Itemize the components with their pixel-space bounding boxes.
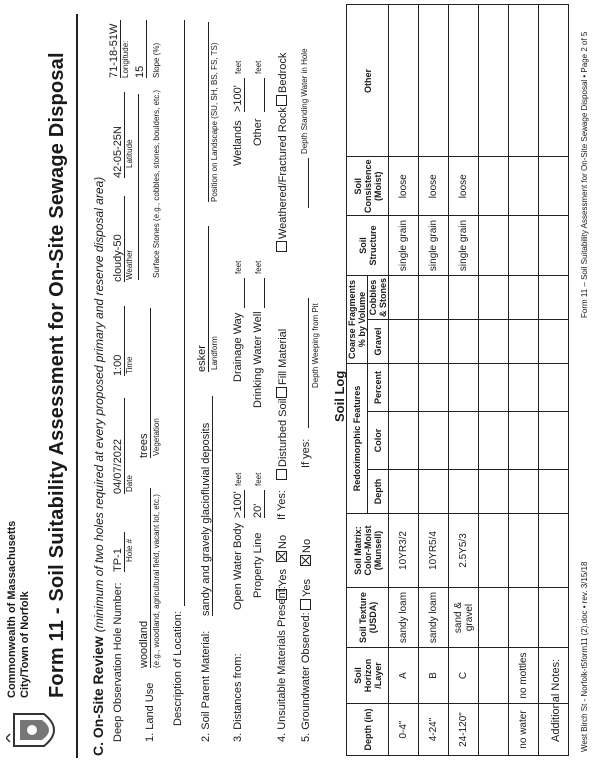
table-row (449, 5, 479, 756)
hole-caption: Hole # (125, 538, 134, 562)
cell-cobbles[interactable] (449, 276, 479, 320)
header-redox: Redoximorphic Features (347, 364, 368, 514)
cell-texture[interactable] (479, 588, 509, 648)
cell-structure[interactable]: single grain (449, 216, 479, 276)
cell-horizon[interactable]: no mottles (509, 648, 539, 704)
cell-horizon[interactable]: C (449, 648, 479, 704)
header-redox-depth: Depth (368, 470, 389, 514)
header-coarse: Coarse Fragments % by Volume (347, 276, 368, 364)
cell-redox-color[interactable] (479, 412, 509, 470)
cell-redox-color[interactable] (449, 412, 479, 470)
header-redox-percent: Percent (368, 364, 389, 412)
cell-texture[interactable] (509, 588, 539, 648)
cell-redox-percent[interactable] (479, 364, 509, 412)
time-caption: Time (125, 356, 134, 374)
drainage-way-label: Drainage Way (232, 312, 244, 382)
cell-depth[interactable]: 24-120" (449, 704, 479, 756)
date-field[interactable]: 04/07/2022 (112, 398, 125, 494)
footer-right: Form 11 – Soil Suitability Assessment for On-Site Sewage Disposal • Page 2 of 5 (580, 31, 589, 318)
table-row (389, 5, 419, 756)
drinking-well-field[interactable] (252, 278, 265, 308)
groundwater-label: 5. Groundwater Observed: (300, 612, 312, 742)
cell-cobbles[interactable] (389, 276, 419, 320)
cell-redox-color[interactable] (539, 412, 569, 470)
unsuitable-no-checkbox[interactable] (276, 551, 287, 562)
cell-other[interactable] (389, 5, 419, 157)
table-row (539, 5, 569, 756)
cell-gravel[interactable] (419, 320, 449, 364)
cell-redox-depth[interactable] (509, 470, 539, 514)
cell-matrix[interactable] (479, 514, 509, 588)
header-rule (76, 14, 78, 758)
cell-consistence[interactable] (539, 157, 569, 216)
table-row (419, 5, 449, 756)
cell-texture[interactable]: sandy loam (389, 588, 419, 648)
cell-gravel[interactable] (449, 320, 479, 364)
parent-material-field[interactable]: sandy and gravely glaciofluvial deposits (200, 396, 213, 616)
fill-material-checkbox[interactable] (276, 387, 287, 398)
position-landscape-caption: Position on Landscape (SU, SH, BS, FS, TS) (210, 42, 219, 202)
cell-redox-color[interactable] (509, 412, 539, 470)
cell-depth[interactable]: no water (509, 704, 539, 756)
landform-caption: Landform (210, 336, 219, 370)
deep-hole-label: Deep Observation Hole Number: (112, 582, 124, 742)
cell-horizon[interactable]: A (389, 648, 419, 704)
open-water-feet: feet (234, 472, 243, 486)
depth-weeping-caption: Depth Weeping from Pit (311, 303, 320, 388)
cell-redox-percent[interactable] (539, 364, 569, 412)
cell-other[interactable] (449, 5, 479, 157)
cell-redox-depth[interactable] (389, 470, 419, 514)
description-location-label: Description of Location: (172, 611, 184, 726)
cell-other[interactable] (509, 5, 539, 157)
drinking-well-label: Drinking Water Well (252, 311, 264, 408)
time-field[interactable]: 1:00 (112, 306, 125, 376)
cell-consistence[interactable]: loose (449, 157, 479, 216)
cell-horizon[interactable] (479, 648, 509, 704)
cell-matrix[interactable] (509, 514, 539, 588)
cell-consistence[interactable]: loose (419, 157, 449, 216)
unsuitable-no[interactable]: No (276, 535, 289, 564)
if-yes-groundwater-label: If yes: (300, 438, 312, 468)
open-water-label: Open Water Body (232, 522, 244, 610)
longitude-caption: Longitude: (121, 40, 130, 78)
disturbed-soil-checkbox[interactable] (276, 469, 287, 480)
cell-other[interactable] (539, 5, 569, 157)
cell-depth[interactable]: 4-24" (419, 704, 449, 756)
cell-other[interactable] (479, 5, 509, 157)
table-row (479, 5, 509, 756)
header-cobbles: Cobbles & Stones (368, 276, 389, 320)
cell-matrix[interactable]: 10YR3/2 (389, 514, 419, 588)
cell-matrix[interactable]: 10YR5/4 (419, 514, 449, 588)
cell-redox-depth[interactable] (419, 470, 449, 514)
other-distance-feet: feet (254, 60, 263, 74)
date-caption: Date (125, 475, 134, 492)
cell-redox-percent[interactable] (509, 364, 539, 412)
open-water-field[interactable]: >100' (232, 491, 244, 518)
cell-matrix[interactable] (539, 514, 569, 588)
slope-caption: Slope (%) (152, 42, 161, 78)
soil-log-title: Soil Log (332, 370, 347, 422)
groundwater-no[interactable]: No (300, 539, 313, 568)
fill-material-option[interactable]: Fill Material (276, 329, 289, 400)
cell-redox-percent[interactable] (449, 364, 479, 412)
soil-log-table (346, 4, 569, 756)
cell-consistence[interactable]: loose (389, 157, 419, 216)
cell-cobbles[interactable] (539, 276, 569, 320)
cell-gravel[interactable] (509, 320, 539, 364)
cell-redox-depth[interactable] (479, 470, 509, 514)
disturbed-soil-option[interactable]: Disturbed Soil (276, 399, 289, 482)
longitude-field[interactable]: 71-18-51W (108, 20, 121, 78)
description-location-field[interactable] (172, 20, 185, 606)
cell-structure[interactable] (479, 216, 509, 276)
depth-standing-caption: Depth Standing Water in Hole (300, 48, 309, 154)
weathered-rock-option[interactable]: Weathered/Fractured Rock (276, 107, 289, 254)
hole-number-field[interactable]: TP-1 (112, 532, 125, 572)
distances-label: 3. Distances from: (232, 653, 244, 742)
landform-field[interactable]: esker (196, 226, 209, 372)
other-distance-field[interactable] (252, 78, 265, 112)
cell-horizon[interactable]: B (419, 648, 449, 704)
latitude-field[interactable]: 42-05-25N (112, 92, 125, 178)
cell-gravel[interactable] (539, 320, 569, 364)
drainage-way-field[interactable] (232, 278, 245, 308)
cell-structure[interactable] (539, 216, 569, 276)
groundwater-yes[interactable]: Yes (300, 579, 313, 612)
city-town-line: City/Town of Norfolk (19, 591, 31, 698)
weathered-rock-checkbox[interactable] (276, 241, 287, 252)
form-title: Form 11 - Soil Suitability Assessment for On-Site Sewage Disposal (46, 52, 68, 698)
cell-gravel[interactable] (479, 320, 509, 364)
property-line-label: Property Line (252, 532, 264, 598)
cell-structure[interactable]: single grain (389, 216, 419, 276)
cell-redox-depth[interactable] (449, 470, 479, 514)
cell-cobbles[interactable] (419, 276, 449, 320)
latitude-caption: Latitude (125, 139, 134, 168)
if-yes-label: If Yes: (276, 490, 288, 520)
additional-notes-label: Additional Notes: (550, 658, 562, 742)
cell-other[interactable] (419, 5, 449, 157)
property-line-field[interactable]: 20' (252, 490, 265, 518)
massachusetts-seal-icon (6, 708, 66, 752)
surface-stones-field[interactable] (138, 94, 139, 280)
weather-caption: Weather (125, 249, 134, 280)
header-redox-color: Color (368, 412, 389, 470)
surface-stones-caption: Surface Stones (e.g., cobbles, stones, boulders, etc.) (152, 89, 161, 278)
wetlands-label: Wetlands (232, 120, 244, 166)
groundwater-yes-checkbox[interactable] (300, 599, 311, 610)
depth-standing-field[interactable] (296, 158, 309, 208)
cell-depth[interactable] (479, 704, 509, 756)
slope-field[interactable]: 15 (134, 20, 147, 78)
unsuitable-yes[interactable]: Yes (276, 569, 289, 602)
cell-texture[interactable]: sand & gravel (449, 588, 479, 648)
property-line-feet: feet (254, 472, 263, 486)
unsuitable-yes-checkbox[interactable] (276, 589, 287, 600)
cell-matrix[interactable]: 2.5Y5/3 (449, 514, 479, 588)
drinking-well-feet: feet (254, 260, 263, 274)
header-consistence: Soil Consistence (Moist) (347, 157, 389, 216)
cell-redox-depth[interactable] (539, 470, 569, 514)
header-other: Other (347, 5, 389, 157)
weather-field[interactable]: cloudy-50 (112, 196, 125, 282)
vegetation-field[interactable]: trees (138, 308, 151, 458)
header-depth: Depth (in) (347, 704, 389, 756)
cell-cobbles[interactable] (509, 276, 539, 320)
drainage-way-feet: feet (234, 260, 243, 274)
cell-gravel[interactable] (389, 320, 419, 364)
vegetation-caption: Vegetation (152, 418, 161, 456)
wetlands-field[interactable]: >100' (232, 78, 245, 112)
cell-redox-percent[interactable] (389, 364, 419, 412)
commonwealth-line: Commonwealth of Massachusetts (6, 520, 18, 698)
footer-left: West Birch St - Norfolk-t5form11 (2).doc • rev. 3/15/18 (580, 561, 589, 752)
parent-material-label: 2. Soil Parent Material: (200, 630, 212, 742)
groundwater-no-checkbox[interactable] (300, 555, 311, 566)
cell-redox-color[interactable] (389, 412, 419, 470)
header-gravel: Gravel (368, 320, 389, 364)
cell-depth[interactable]: 0-4" (389, 704, 419, 756)
section-c-heading: C. On-Site Review (minimum of two holes required at every proposed primary and reserve disposal area) (90, 176, 106, 756)
cell-redox-percent[interactable] (419, 364, 449, 412)
land-use-caption: (e.g., woodland, agricultural field, vacant lot, etc.) (152, 494, 161, 668)
cell-texture[interactable]: sandy loam (419, 588, 449, 648)
unsuitable-materials-label: 4. Unsuitable Materials Present: (276, 586, 288, 742)
bedrock-checkbox[interactable] (276, 95, 287, 106)
cell-structure[interactable] (509, 216, 539, 276)
cell-cobbles[interactable] (479, 276, 509, 320)
bedrock-option[interactable]: Bedrock (276, 53, 289, 108)
header-structure: Soil Structure (347, 216, 389, 276)
cell-structure[interactable]: single grain (419, 216, 449, 276)
cell-texture[interactable] (539, 588, 569, 648)
cell-redox-color[interactable] (419, 412, 449, 470)
land-use-label: 1. Land Use (144, 682, 156, 742)
cell-consistence[interactable] (509, 157, 539, 216)
cell-consistence[interactable] (479, 157, 509, 216)
header-texture: Soil Texture (USDA) (347, 588, 389, 648)
wetlands-feet: feet (234, 60, 243, 74)
depth-weeping-field[interactable] (296, 298, 309, 428)
header-matrix: Soil Matrix: Color-Moist (Munsell) (347, 514, 389, 588)
land-use-field[interactable]: woodland (138, 488, 151, 668)
header-horizon: Soil Horizon /Layer (347, 648, 389, 704)
table-row (509, 5, 539, 756)
other-distance-label: Other (252, 118, 264, 146)
position-landscape-field[interactable] (196, 22, 209, 202)
